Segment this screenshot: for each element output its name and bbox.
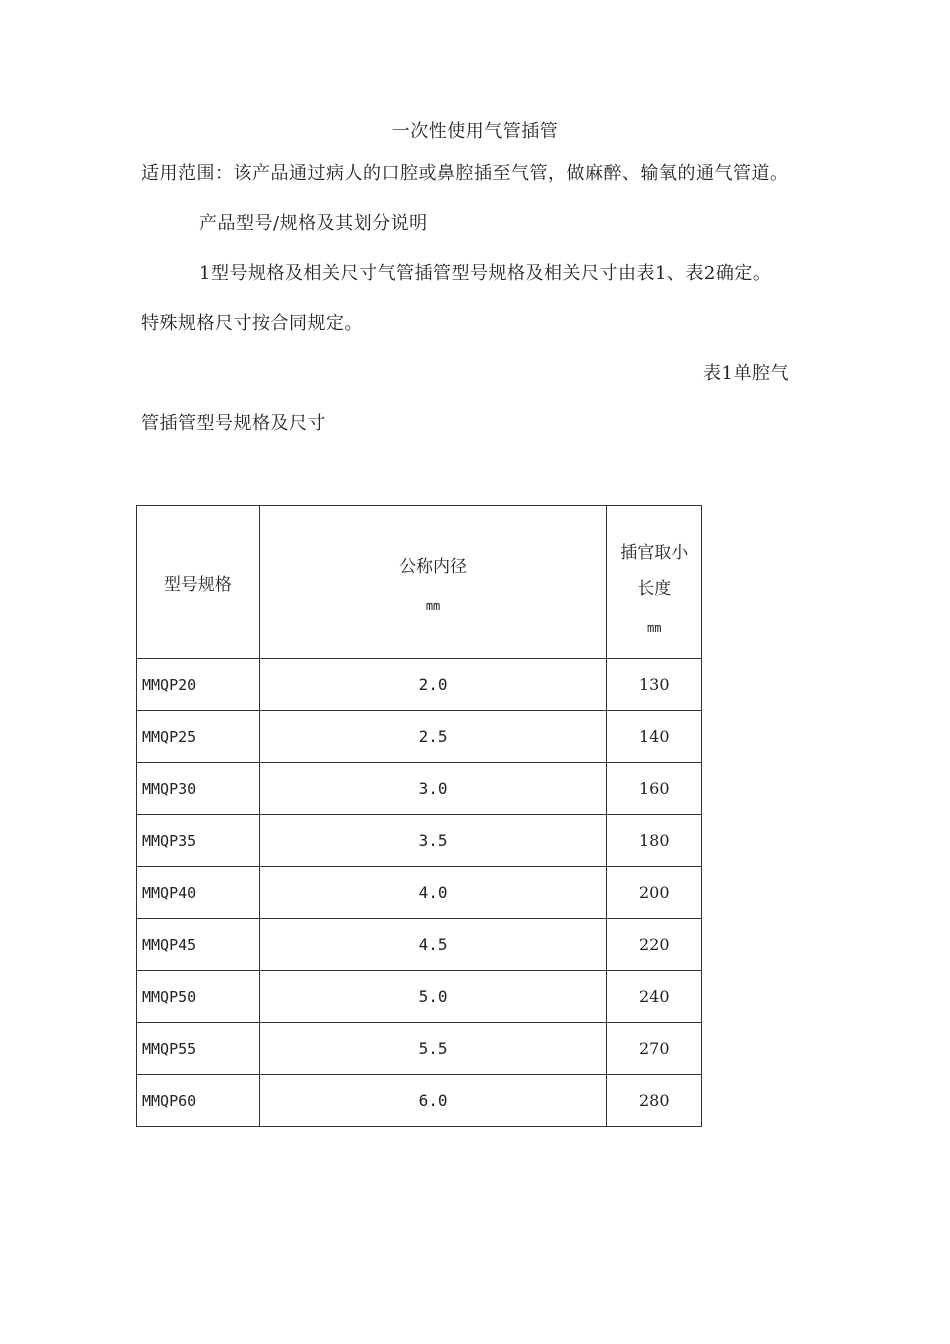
table-row <box>137 763 702 815</box>
table-row <box>137 867 702 919</box>
table-row <box>137 711 702 763</box>
cell-model: MMQP20 <box>137 659 260 711</box>
cell-length: 140 <box>607 711 702 763</box>
cell-diameter: 5.0 <box>259 971 607 1023</box>
table-caption-part2: 管插管型号规格及尺寸 <box>141 413 326 434</box>
document-title: 一次性使用气管插管 <box>391 121 559 142</box>
table-row <box>137 971 702 1023</box>
cell-model: MMQP30 <box>137 763 260 815</box>
header-inner-diameter-unit: mm <box>425 598 441 613</box>
cell-length: 180 <box>607 815 702 867</box>
table-row <box>137 1075 702 1127</box>
cell-length: 160 <box>607 763 702 815</box>
special-spec-paragraph: 特殊规格尺寸按合同规定。 <box>141 313 363 334</box>
cell-diameter: 6.0 <box>259 1075 607 1127</box>
cell-length: 240 <box>607 971 702 1023</box>
cell-model: MMQP50 <box>137 971 260 1023</box>
cell-length: 200 <box>607 867 702 919</box>
table-header-row <box>137 506 702 659</box>
cell-diameter: 2.5 <box>259 711 607 763</box>
cell-diameter: 4.0 <box>259 867 607 919</box>
cell-model: MMQP55 <box>137 1023 260 1075</box>
header-model <box>137 506 260 659</box>
cell-model: MMQP45 <box>137 919 260 971</box>
cell-model: MMQP25 <box>137 711 260 763</box>
table-row <box>137 919 702 971</box>
header-min-length-label-line2: 长度 <box>637 579 672 599</box>
cell-diameter: 2.0 <box>259 659 607 711</box>
header-min-length-label-line1: 插官取小 <box>620 543 689 563</box>
cell-diameter: 3.5 <box>259 815 607 867</box>
scope-paragraph: 适用范围：该产品通过病人的口腔或鼻腔插至气管，做麻醉、输氧的通气管道。 <box>141 163 789 184</box>
cell-length: 220 <box>607 919 702 971</box>
cell-model: MMQP60 <box>137 1075 260 1127</box>
cell-diameter: 5.5 <box>259 1023 607 1075</box>
header-min-length <box>607 506 702 659</box>
cell-model: MMQP35 <box>137 815 260 867</box>
header-model-label: 型号规格 <box>163 574 232 595</box>
cell-length: 130 <box>607 659 702 711</box>
cell-model: MMQP40 <box>137 867 260 919</box>
header-inner-diameter-label: 公称内径 <box>399 556 468 577</box>
spec-table <box>136 505 702 1127</box>
table-row <box>137 815 702 867</box>
header-min-length-unit: mm <box>647 621 662 635</box>
section-heading: 产品型号/规格及其划分说明 <box>199 213 428 234</box>
table-row <box>137 659 702 711</box>
table-caption-part1: 表1单腔气 <box>703 363 789 384</box>
cell-diameter: 3.0 <box>259 763 607 815</box>
table-row <box>137 1023 702 1075</box>
cell-length: 270 <box>607 1023 702 1075</box>
spec-paragraph: 1型号规格及相关尺寸气管插管型号规格及相关尺寸由表1、表2确定。 <box>199 263 772 284</box>
cell-length: 280 <box>607 1075 702 1127</box>
cell-diameter: 4.5 <box>259 919 607 971</box>
header-inner-diameter <box>259 506 607 659</box>
